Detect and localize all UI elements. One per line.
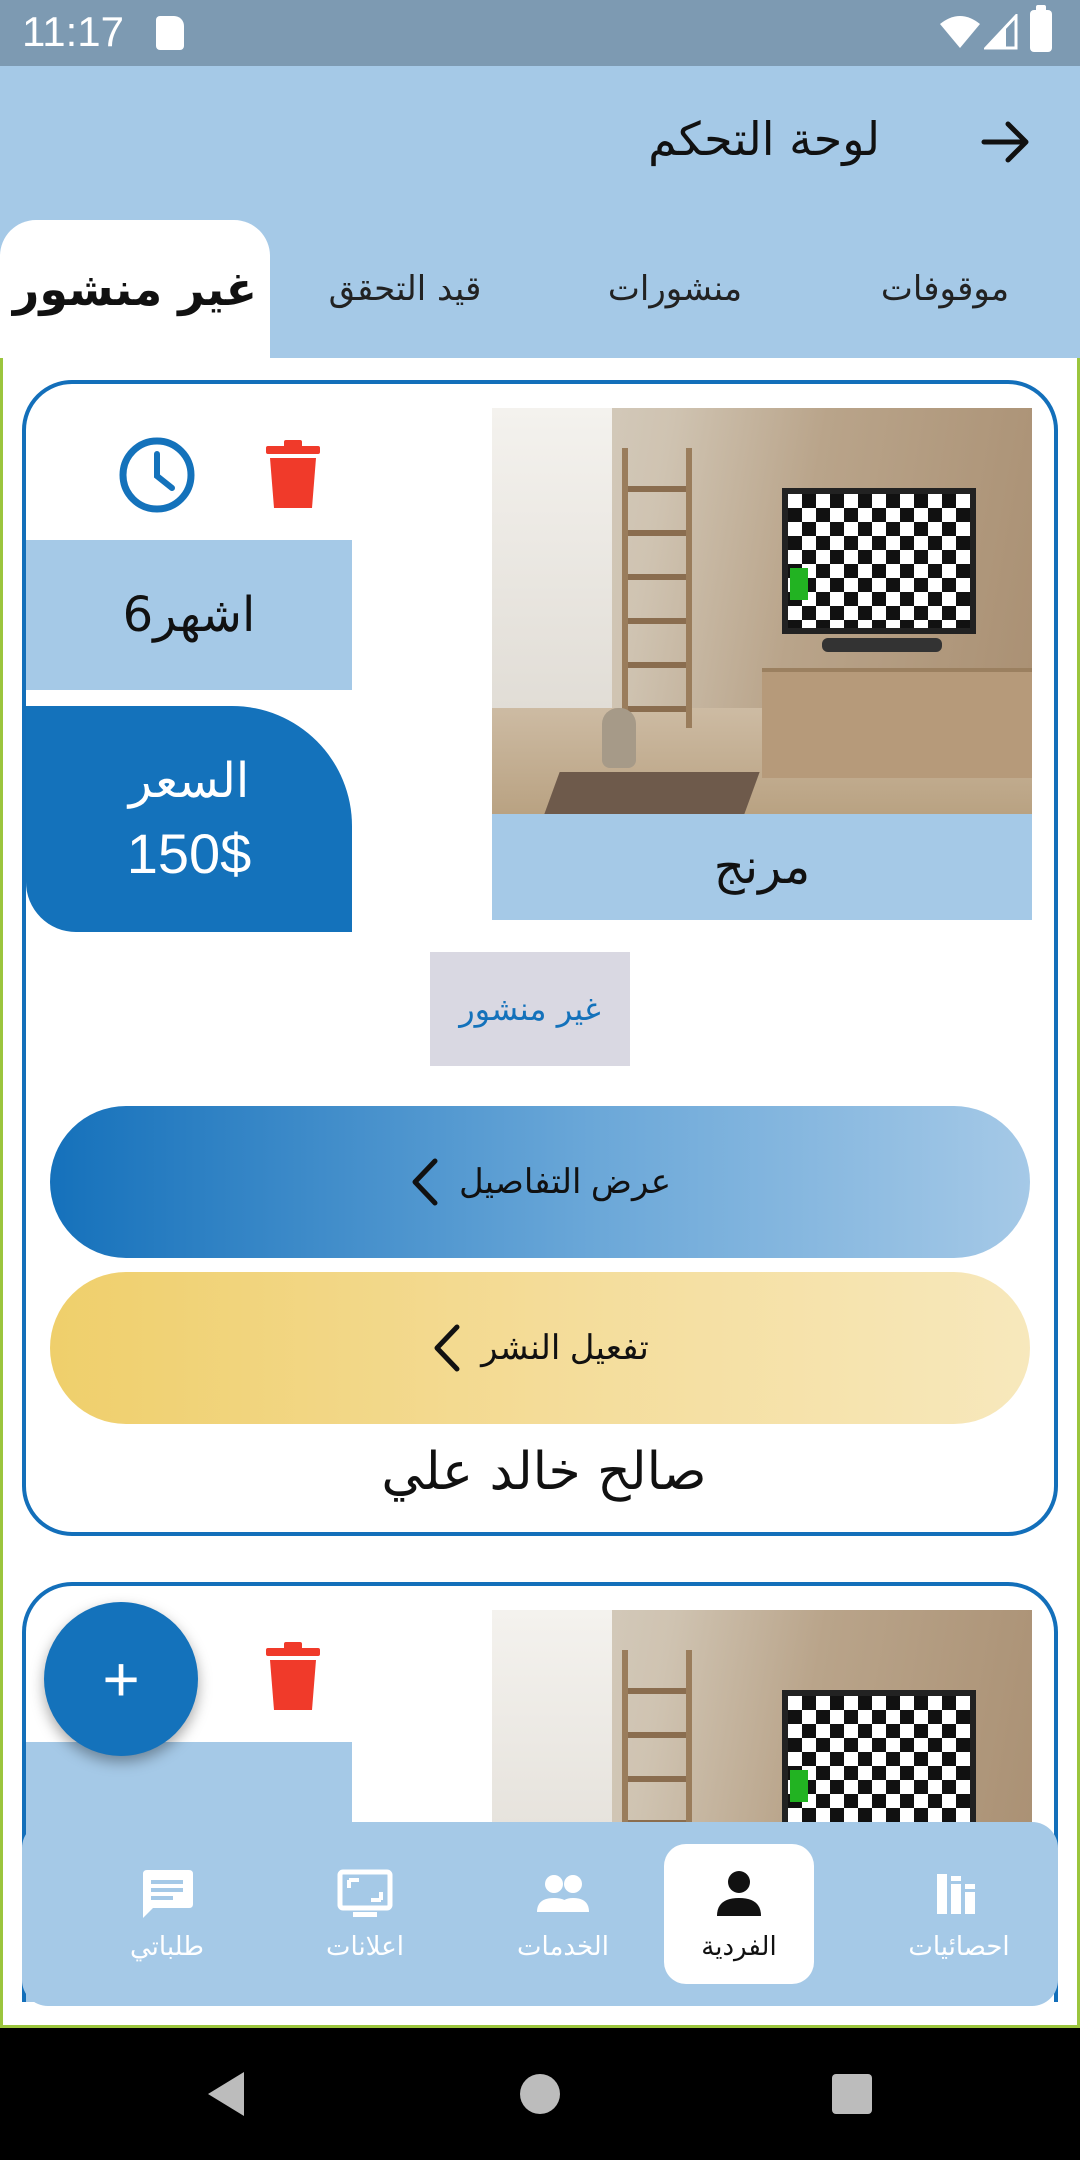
stats-icon xyxy=(931,1866,987,1922)
chevron-left-icon xyxy=(409,1157,439,1207)
chat-icon xyxy=(139,1866,195,1922)
price-panel xyxy=(26,706,352,932)
nav-item-ads[interactable] xyxy=(290,1844,440,1984)
nav-item-statistics[interactable] xyxy=(884,1844,1034,1984)
system-back-icon[interactable] xyxy=(204,2070,248,2118)
person-icon xyxy=(711,1866,767,1922)
app-header xyxy=(0,66,1080,358)
nav-item-individual[interactable] xyxy=(664,1844,814,1984)
add-listing-button[interactable]: + xyxy=(44,1602,198,1756)
trash-icon[interactable] xyxy=(264,1640,322,1712)
tab-published[interactable]: منشورات xyxy=(607,269,743,309)
view-details-button[interactable] xyxy=(50,1106,1030,1258)
nav-label: الفردية xyxy=(701,1932,777,1962)
nav-item-my-requests[interactable] xyxy=(92,1844,242,1984)
price-label: السعر xyxy=(128,752,250,809)
listing-card xyxy=(22,380,1058,1536)
activate-publish-button[interactable] xyxy=(50,1272,1030,1424)
product-image xyxy=(492,408,1032,814)
nav-label: طلباتي xyxy=(130,1932,204,1962)
view-details-label: عرض التفاصيل xyxy=(458,1163,672,1201)
tab-stopped[interactable]: موقوفات xyxy=(880,269,1010,309)
price-value: 150$ xyxy=(126,821,252,885)
bottom-nav xyxy=(22,1822,1058,2006)
signal-icon xyxy=(984,14,1018,50)
nav-item-services[interactable] xyxy=(488,1844,638,1984)
owner-name: صالح خالد علي xyxy=(381,1442,707,1502)
activate-publish-label: تفعيل النشر xyxy=(481,1329,649,1367)
clock-icon[interactable] xyxy=(118,436,196,514)
status-time: 11:17 xyxy=(22,8,124,55)
tab-under-review[interactable]: قيد التحقق xyxy=(328,269,482,309)
trash-icon[interactable] xyxy=(264,438,322,510)
duration-label: 6اشهر xyxy=(26,540,352,690)
system-recents-icon[interactable] xyxy=(832,2074,872,2114)
sd-card-icon xyxy=(156,16,184,50)
chevron-left-icon xyxy=(431,1323,461,1373)
status-bar xyxy=(0,0,1080,66)
product-name: مرنج xyxy=(492,814,1032,920)
system-home-icon[interactable] xyxy=(520,2074,560,2114)
back-arrow-icon[interactable] xyxy=(980,116,1032,168)
page-title: لوحة التحكم xyxy=(648,112,880,166)
wifi-icon xyxy=(938,14,982,50)
system-nav-bar xyxy=(0,2028,1080,2160)
tab-bar xyxy=(0,220,1080,358)
nav-label: الخدمات xyxy=(517,1932,609,1962)
nav-label: احصائيات xyxy=(908,1932,1010,1962)
status-badge: غير منشور xyxy=(430,952,630,1066)
nav-label: اعلانات xyxy=(326,1932,404,1962)
battery-icon xyxy=(1030,10,1052,52)
group-icon xyxy=(535,1866,591,1922)
ad-screen-icon xyxy=(337,1866,393,1922)
tab-unpublished[interactable]: غير منشور xyxy=(0,220,270,358)
